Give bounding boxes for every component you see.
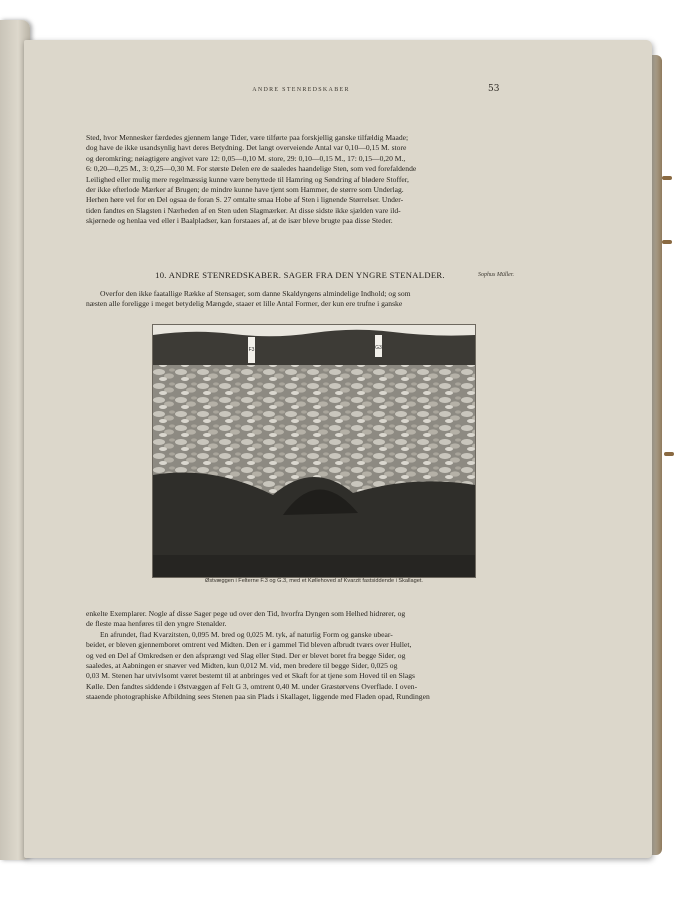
text-line: Herhen høre vel for en Del ogsaa de foran S. 27 omtalte smaa Hobe af Sten i lignende Størrelser. Under- xyxy=(86,195,404,205)
text-line: skjørnede og henlaa ved eller i Baalpladser, kan forstaaes af, at de især bleve brugte paa disse Steder. xyxy=(86,216,393,226)
text-line: saaledes, at Aabningen er snæver ved Midten, kun 0,012 M. vid, men bredere til begge Sider, 0,025 og xyxy=(86,661,398,671)
page-tab-mark xyxy=(664,452,674,456)
text-line: 6: 0,20—0,25 M., 3: 0,25—0,30 M. For største Delen ere de saaledes haandelige Sten, som ved forefaldende xyxy=(86,164,417,174)
section-heading: 10. ANDRE STENREDSKABER. SAGER FRA DEN YNGRE STENALDER. xyxy=(155,270,445,280)
description-paragraph xyxy=(86,609,514,703)
page-number: 53 xyxy=(488,84,500,94)
text-line: enkelte Exemplarer. Nogle af disse Sager pege ud over den Tid, hvorfra Dyngen som Helhed hidrører, og xyxy=(86,609,406,618)
text-line: Kølle. Den fandtes siddende i Østvæggen af Felt G 3, omtrent 0,40 M. under Græstørvens Overflade. I oven- xyxy=(86,681,418,691)
photo-image xyxy=(153,325,475,577)
text-line: Leilighed eller mulig mere regelmæssig kunne være benyttede til Hamring og Søndring af blødere Stoffer, xyxy=(86,174,409,184)
section-intro-paragraph xyxy=(86,289,514,310)
text-line: næsten alle foreligge i meget betydelig Mængde, staaer et lille Antal Former, der kun ere trufne i ganske xyxy=(86,299,403,309)
text-line: staaende photographiske Afbildning sees Stenen paa sin Plads i Skallaget, liggende med Fladen opad, Rundingen xyxy=(86,692,430,702)
photo-marker-label: G3 xyxy=(375,345,382,351)
text-line: Sted, hvor Mennesker færdedes gjennem lange Tider, være tilførte paa forskjellig ganske tilfældig Maade; xyxy=(86,133,409,142)
intro-paragraph xyxy=(86,133,514,227)
text-line: de fleste maa henføres til den yngre Stenalder. xyxy=(86,619,227,629)
text-line: dog have de ikke usandsynlig havt deres Betydning. Det langt overveiende Antal var 0,10—0,15 M. store xyxy=(86,143,407,153)
text-line: En afrundet, flad Kvarzitsten, 0,095 M. bred og 0,025 M. tyk, af naturlig Form og ganske ubear- xyxy=(100,629,393,639)
photo-caption: Østvæggen i Felterne F.3 og G.3, med et Køllehoved af Kvarzit fastsiddende i Skallaget. xyxy=(205,578,423,584)
running-head: ANDRE STENREDSKABER xyxy=(252,87,350,93)
page-tab-mark xyxy=(662,240,672,244)
excavation-photo xyxy=(152,324,476,578)
photo-marker-label: F3 xyxy=(248,347,255,353)
text-line: og ved en Del af Omkredsen er den afsprængt ved Slag eller Stød. Der er blevet boret fra begge Sider, og xyxy=(86,650,406,660)
text-line: 0,03 M. Stenen har utvivlsomt været bestemt til at anbringes ved et Skaft for at tjene som Hoved til en Slags xyxy=(86,671,416,681)
author-signature: Sophus Müller. xyxy=(478,272,514,278)
text-line: der ikke efterlode Mærker af Brugen; de mindre kunne have tjent som Hammer, de større som Underlag. xyxy=(86,185,404,195)
text-line: og deromkring; nøiagtigere angivet vare 12: 0,05—0,10 M. store, 29: 0,10—0,15 M., 17: 0,15—0,20 M., xyxy=(86,153,406,163)
text-line: Overfor den ikke faatallige Række af Stensager, som danne Skaldyngens almindelige Indhold; og som xyxy=(100,289,411,298)
text-line: beidet, er bleven gjennemboret omtrent ved Midten. Den er i gammel Tid bleven afbrudt tværs over Hullet, xyxy=(86,640,412,650)
text-line: tiden fandtes en Slagsten i Nærheden af en Sten uden Slagmærker. At disse sidste ikke sjælden vare ild- xyxy=(86,205,401,215)
page-tab-mark xyxy=(662,176,672,180)
